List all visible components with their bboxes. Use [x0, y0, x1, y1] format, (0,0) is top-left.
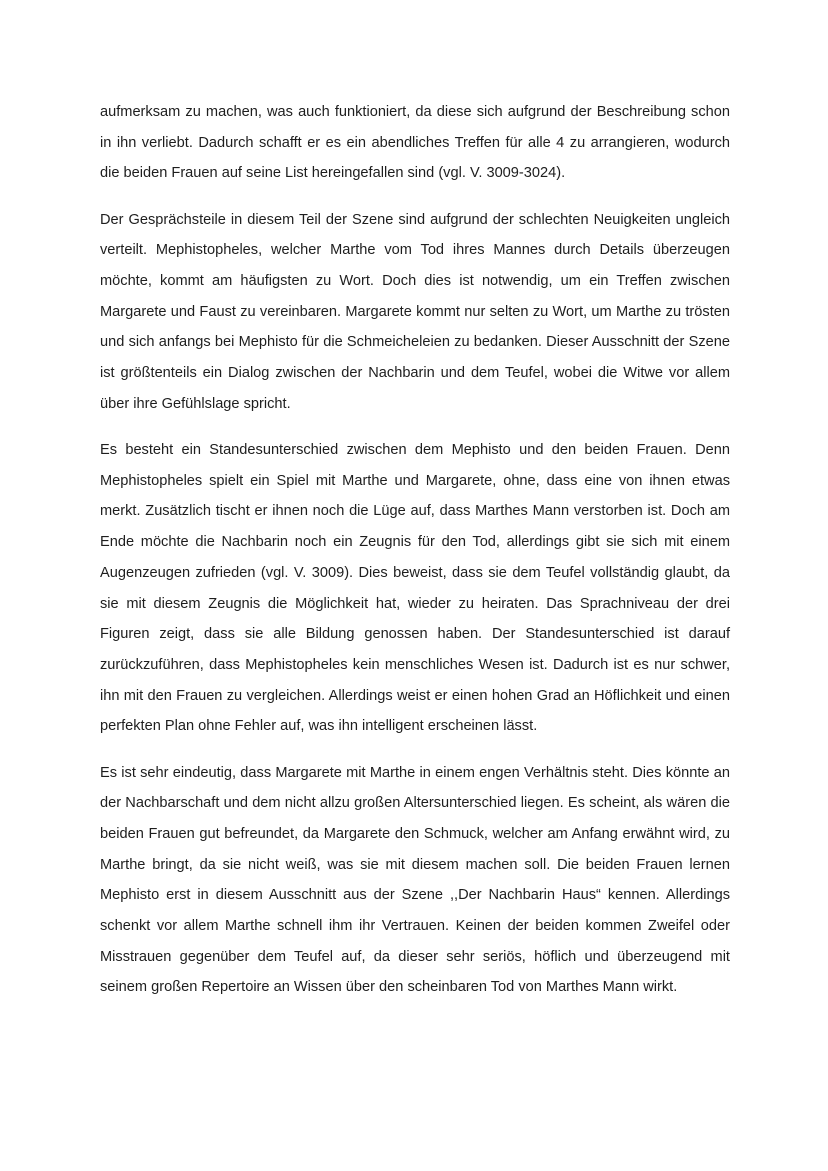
paragraph-3: Es besteht ein Standesunterschied zwischen dem Mephisto und den beiden Frauen. Denn Mephistopheles spielt ein Spiel mit Marthe und Margarete, ohne, dass eine von ihnen etwas merkt. Zusätzlich tischt er ihnen noch die Lüge auf, dass Marthes Mann verstorben ist. Doch am Ende möchte die Nachbarin noch ein Zeugnis für den Tod, allerdings gibt sie sich mit einem Augenzeugen zufrieden (vgl. V. 3009). Dies beweist, dass sie dem Teufel vollständig glaubt, da sie mit diesem Zeugnis die Möglichkeit hat, wieder zu heiraten. Das Sprachniveau der drei Figuren zeigt, dass sie alle Bildung genossen haben. Der Standesunterschied ist darauf zurückzuführen, dass Mephistopheles kein menschliches Wesen ist. Dadurch ist es nur schwer, ihn mit den Frauen zu vergleichen. Allerdings weist er einen hohen Grad an Höflichkeit und einen perfekten Plan ohne Fehler auf, was ihn intelligent erscheinen lässt.	[100, 442, 730, 735]
paragraph-2: Der Gesprächsteile in diesem Teil der Szene sind aufgrund der schlechten Neuigkeiten ungleich verteilt. Mephistopheles, welcher Marthe vom Tod ihres Mannes durch Details überzeugen möchte, kommt am häufigsten zu Wort. Doch dies ist notwendig, um ein Treffen zwischen Margarete und Faust zu vereinbaren. Margarete kommt nur selten zu Wort, um Marthe zu trösten und sich anfangs bei Mephisto für die Schmeicheleien zu bedanken. Dieser Ausschnitt der Szene ist größtenteils ein Dialog zwischen der Nachbarin und dem Teufel, wobei die Witwe vor allem über ihre Gefühlslage spricht.	[100, 211, 730, 412]
paragraph-4: Es ist sehr eindeutig, dass Margarete mit Marthe in einem engen Verhältnis steht. Dies könnte an der Nachbarschaft und dem nicht allzu großen Altersunterschied liegen. Es scheint, als wären die beiden Frauen gut befreundet, da Margarete den Schmuck, welcher am Anfang erwähnt wird, zu Marthe bringt, da sie nicht weiß, was sie mit diesem machen soll. Die beiden Frauen lernen Mephisto erst in diesem Ausschnitt aus der Szene ,,Der Nachbarin Haus“ kennen. Allerdings schenkt vor allem Marthe schnell ihm ihr Vertrauen. Keinen der beiden kommen Zweifel oder Misstrauen gegenüber dem Teufel auf, da dieser sehr seriös, höflich und überzeugend mit seinem großen Repertoire an Wissen über den scheinbaren Tod von Marthes Mann wirkt.	[100, 764, 730, 996]
paragraph-1: aufmerksam zu machen, was auch funktioniert, da diese sich aufgrund der Beschreibung schon in ihn verliebt. Dadurch schafft er es ein abendliches Treffen für alle 4 zu arrangieren, wodurch die beiden Frauen auf seine List hereingefallen sind (vgl. V. 3009-3024).	[100, 104, 730, 182]
document-body	[100, 97, 730, 1019]
